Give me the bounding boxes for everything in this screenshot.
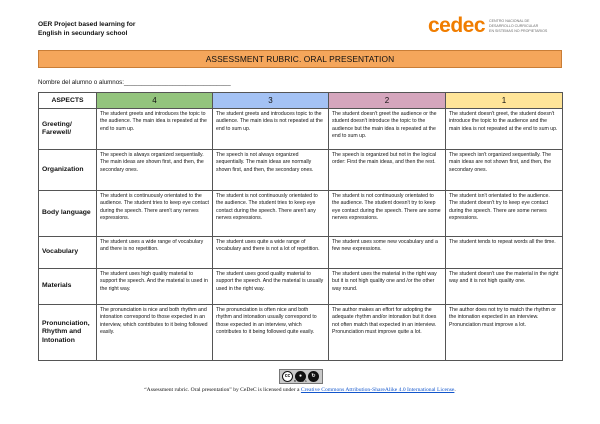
criteria-cell: The student uses the material in the right way but it is not high quality one and /or the other way round. (329, 269, 446, 305)
cc-icon: cc (282, 371, 293, 382)
table-row (39, 150, 563, 191)
license-notice (0, 387, 600, 393)
logo-desc-line3: EN SISTEMAS NO PROPIETARIOS (489, 28, 548, 33)
project-label-line2: English in secundary school (38, 30, 128, 37)
aspect-label: Materials (39, 269, 97, 305)
share-alike-icon: ↻ (308, 371, 319, 382)
criteria-cell: The student uses quite a wide range of vocabulary and there is not a lot of repetition. (213, 237, 329, 269)
table-row (39, 269, 563, 305)
logo-word: cedec (428, 14, 486, 37)
table-row (39, 191, 563, 237)
criteria-cell: The student doesn't greet, the student doesn't introduce the topic to the audience and the main idea is not repeated at the end to sum up. (446, 109, 563, 150)
license-suffix: . (454, 387, 456, 393)
score-header-1: 1 (446, 93, 563, 109)
license-prefix: “Assessment rubric. Oral presentation” by CeDeC is licensed under a (144, 387, 301, 393)
rubric-title: ASSESSMENT RUBRIC. ORAL PRESENTATION (38, 50, 562, 68)
aspect-label: Body language (39, 191, 97, 237)
aspect-label: Greeting/ Farewell/ (39, 109, 97, 150)
score-header-3: 3 (213, 93, 329, 109)
criteria-cell: The student uses good quality material to support the speech. And the material is usually used in the right way. (213, 269, 329, 305)
logo-desc-line1: CENTRO NACIONAL DE (489, 18, 530, 23)
criteria-cell: The student is continuously orientated to the audience. The student tries to keep eye contact during the speech. There aren't any nerves expressions. (97, 191, 213, 237)
criteria-cell: The speech is always organized sequentially. The main ideas are shown first, and then, the secondary ones. (97, 150, 213, 191)
project-label (38, 20, 135, 38)
aspects-header: ASPECTS (39, 93, 97, 109)
by-person-icon: ● (295, 371, 306, 382)
criteria-cell: The speech is organized but not in the logical order: First the main ideas, and then the rest. (329, 150, 446, 191)
aspect-label: Organization (39, 150, 97, 191)
criteria-cell: The speech isn't organized sequentially. The main ideas are not shown first, and then, the secondary ones. (446, 150, 563, 191)
aspect-label: Vocabulary (39, 237, 97, 269)
criteria-cell: The student is not continuously orientated to the audience. The student tries to keep eye contact during the speech. There aren't any nerves expressions. (213, 191, 329, 237)
criteria-cell: The pronunciation is nice and both rhythm and intonation correspond to those expected in an interview, which contributes to it being followed easily. (97, 305, 213, 361)
criteria-cell: The speech is not always organized sequentially. The main ideas are normally shown first, and then, the secondary ones. (213, 150, 329, 191)
criteria-cell: The pronunciation is often nice and both rhythm and intonation usually correspond to those expected in an interview, which contributes to it being followed quite easily. (213, 305, 329, 361)
logo-desc-line2: DESARROLLO CURRICULAR (489, 23, 539, 28)
criteria-cell: The student doesn't use the material in the right way and it is not high quality one. (446, 269, 563, 305)
criteria-cell: The student greets and introduces the topic to the audience. The main idea is repeated at the end to sum up. (97, 109, 213, 150)
table-header-row (39, 93, 563, 109)
cc-badge-text: BY SA (294, 379, 308, 383)
project-label-line1: OER Project based learning for (38, 21, 136, 28)
criteria-cell: The student greets and introduces topic to the audience. The main idea is not repeated at the end to sum up. (213, 109, 329, 150)
rubric-table (38, 92, 563, 361)
criteria-cell: The student isn't orientated to the audience. The student doesn't try to keep eye contact during the speech. There are some nerves expressions. (446, 191, 563, 237)
score-header-2: 2 (329, 93, 446, 109)
criteria-cell: The author makes an effort for adopting the adequate rhythm and/or intonation but it does not often match that expected in an interview. Pronunciation must improve quite a lot. (329, 305, 446, 361)
criteria-cell: The author does not try to match the rhythm or the intonation expected in an interview. Pronunciation must improve a lot. (446, 305, 563, 361)
cedec-logo (428, 14, 561, 38)
logo-description (489, 19, 561, 34)
criteria-cell: The student tends to repeat words all the time. (446, 237, 563, 269)
student-name-line: Nombre del alumno o alumnos:_______________________________ (38, 79, 231, 86)
table-row (39, 305, 563, 361)
criteria-cell: The student doesn't greet the audience or the student doesn't introduce the topic to the audience but the main idea is repeated at the end to sum up. (329, 109, 446, 150)
table-row (39, 237, 563, 269)
license-link[interactable]: Creative Commons Attribution-ShareAlike 4.0 International License (300, 387, 455, 393)
criteria-cell: The student is not continuously orientated to the audience. The student doesn't try to keep eye contact during the speech. There are some nerves expressions. (329, 191, 446, 237)
aspect-label: Pronunciation, Rhythm and Intonation (39, 305, 97, 361)
criteria-cell: The student uses a wide range of vocabulary and there is no repetition. (97, 237, 213, 269)
score-header-4: 4 (97, 93, 213, 109)
cc-license-badge[interactable] (279, 369, 323, 384)
criteria-cell: The student uses high quality material to support the speech. And the material is used in the right way. (97, 269, 213, 305)
table-row (39, 109, 563, 150)
criteria-cell: The student uses some new vocabulary and a few new expressions. (329, 237, 446, 269)
